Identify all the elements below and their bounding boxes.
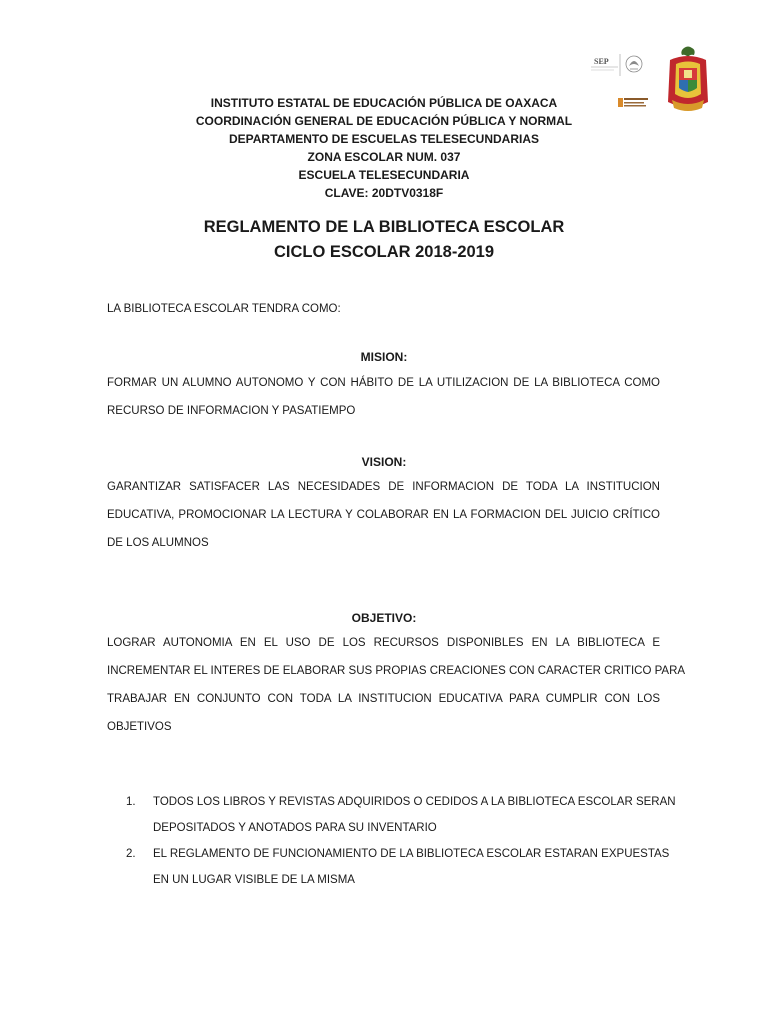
rule-line: EL REGLAMENTO DE FUNCIONAMIENTO DE LA BIBLIOTECA ESCOLAR ESTARAN EXPUESTAS bbox=[153, 848, 670, 860]
rule-line: DEPOSITADOS Y ANOTADOS PARA SU INVENTARIO bbox=[153, 822, 437, 834]
header-line-school: ESCUELA TELESECUNDARIA bbox=[298, 168, 470, 182]
rule-number: 1. bbox=[126, 796, 136, 808]
rule-item bbox=[126, 789, 676, 841]
header-line-department: DEPARTAMENTO DE ESCUELAS TELESECUNDARIAS bbox=[228, 132, 540, 146]
vision-line: DE LOS ALUMNOS bbox=[107, 537, 209, 549]
rules-list bbox=[126, 789, 676, 893]
objetivo-line: INCREMENTAR EL INTERES DE ELABORAR SUS PROPIAS CREACIONES CON CARACTER CRITICO PARA bbox=[107, 665, 686, 677]
oaxaca-coat-of-arms-icon bbox=[668, 47, 708, 112]
mision-heading: MISION: bbox=[360, 350, 408, 364]
vision-line: EDUCATIVA, PROMOCIONAR LA LECTURA Y COLABORAR EN LA FORMACION DEL JUICIO CRÍTICO bbox=[107, 509, 660, 521]
sep-logo-text: SEP bbox=[594, 57, 609, 66]
rule-number: 2. bbox=[126, 848, 136, 860]
mision-paragraph bbox=[107, 369, 660, 425]
mision-line: RECURSO DE INFORMACION Y PASATIEMPO bbox=[107, 405, 356, 417]
header-line-zone: ZONA ESCOLAR NUM. 037 bbox=[307, 150, 461, 164]
title-line-rules: REGLAMENTO DE LA BIBLIOTECA ESCOLAR bbox=[203, 218, 565, 236]
title-line-cycle: CICLO ESCOLAR 2018-2019 bbox=[273, 243, 495, 261]
rule-line: EN UN LUGAR VISIBLE DE LA MISMA bbox=[153, 874, 355, 886]
objetivo-line: OBJETIVOS bbox=[107, 721, 172, 733]
header-line-institute: INSTITUTO ESTATAL DE EDUCACIÓN PÚBLICA DE OAXACA bbox=[210, 96, 558, 110]
institution-header bbox=[100, 94, 668, 202]
mexico-emblem-icon bbox=[626, 56, 642, 72]
mision-line: FORMAR UN ALUMNO AUTONOMO Y CON HÁBITO DE LA UTILIZACION DE LA BIBLIOTECA COMO bbox=[107, 377, 660, 389]
header-line-key: CLAVE: 20DTV0318F bbox=[324, 186, 444, 200]
vision-heading: VISION: bbox=[361, 455, 407, 469]
objetivo-line: TRABAJAR EN CONJUNTO CON TODA LA INSTITUCION EDUCATIVA PARA CUMPLIR CON LOS bbox=[107, 693, 660, 705]
vision-paragraph bbox=[107, 473, 660, 557]
objetivo-line: LOGRAR AUTONOMIA EN EL USO DE LOS RECURSOS DISPONIBLES EN LA BIBLIOTECA E bbox=[107, 637, 660, 649]
objetivo-heading: OBJETIVO: bbox=[351, 611, 417, 625]
header-line-coordination: COORDINACIÓN GENERAL DE EDUCACIÓN PÚBLICA Y NORMAL bbox=[195, 114, 573, 128]
document-title bbox=[100, 215, 668, 265]
objetivo-paragraph bbox=[107, 629, 686, 741]
rule-item bbox=[126, 841, 670, 893]
intro-text: LA BIBLIOTECA ESCOLAR TENDRA COMO: bbox=[107, 303, 341, 315]
vision-line: GARANTIZAR SATISFACER LAS NECESIDADES DE INFORMACION DE TODA LA INSTITUCION bbox=[107, 481, 660, 493]
rule-line: TODOS LOS LIBROS Y REVISTAS ADQUIRIDOS O CEDIDOS A LA BIBLIOTECA ESCOLAR SERAN bbox=[153, 796, 676, 808]
